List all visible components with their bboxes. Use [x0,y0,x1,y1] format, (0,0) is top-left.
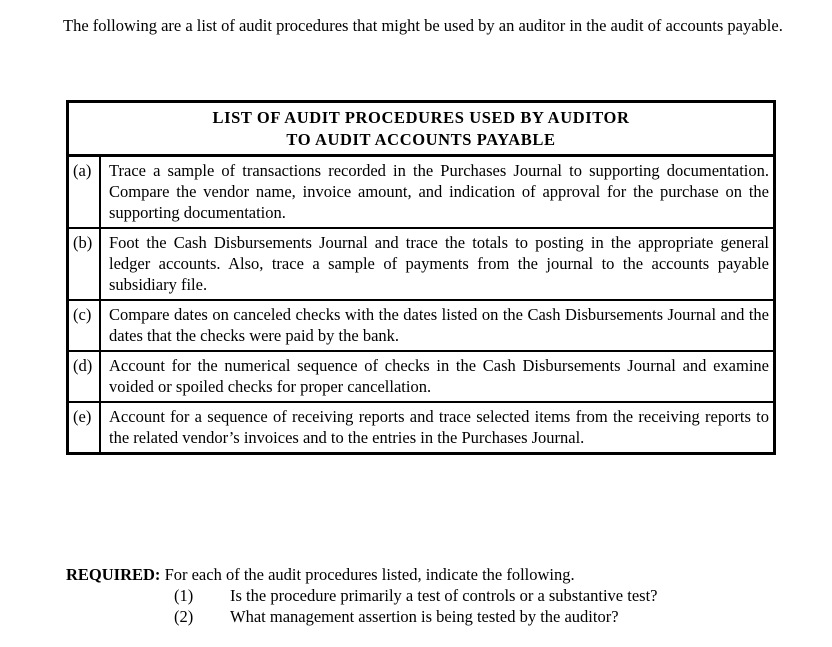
procedure-label: (a) [68,156,101,229]
table-row [68,351,775,402]
question-text: Is the procedure primarily a test of controls or a substantive test? [230,586,658,605]
title-line-2: TO AUDIT ACCOUNTS PAYABLE [286,130,556,149]
procedure-label: (e) [68,402,101,454]
procedure-text: Account for the numerical sequence of checks in the Cash Disbursements Journal and examine voided or spoiled checks for proper cancellation. [100,351,775,402]
required-text: For each of the audit procedures listed, indicate the following. [164,565,575,584]
procedure-label: (d) [68,351,101,402]
intro-paragraph: The following are a list of audit procedures that might be used by an auditor in the audit of accounts payable. [63,16,783,35]
audit-procedures-table [66,100,776,455]
procedure-label: (c) [68,300,101,351]
procedure-text: Trace a sample of transactions recorded in the Purchases Journal to supporting documentation. Compare the vendor name, invoice amount, and indication of approval for the purchase on the supporting documentation. [109,161,769,222]
table-row [68,228,775,300]
table-title [68,102,775,156]
table-row [68,402,775,454]
question-number: (2) [174,607,194,626]
required-label: REQUIRED: [66,565,161,584]
procedure-text: Account for a sequence of receiving reports and trace selected items from the receiving reports to the related vendor’s invoices and to the entries in the Purchases Journal. [100,402,775,454]
procedure-label: (b) [68,228,101,300]
question-number: (1) [174,586,194,605]
title-line-1: LIST OF AUDIT PROCEDURES USED BY AUDITOR [212,108,630,127]
table-row [68,300,775,351]
question-text: What management assertion is being tested by the auditor? [230,607,619,626]
procedure-text: Foot the Cash Disbursements Journal and trace the totals to posting in the appropriate general ledger accounts. Also, trace a sample of payments from the journal to the accounts payable subsidiary file. [100,228,775,300]
required-section [66,564,575,585]
procedure-text: Compare dates on canceled checks with the dates listed on the Cash Disbursements Journal and the dates that the checks were paid by the bank. [100,300,775,351]
table-row [68,156,775,229]
